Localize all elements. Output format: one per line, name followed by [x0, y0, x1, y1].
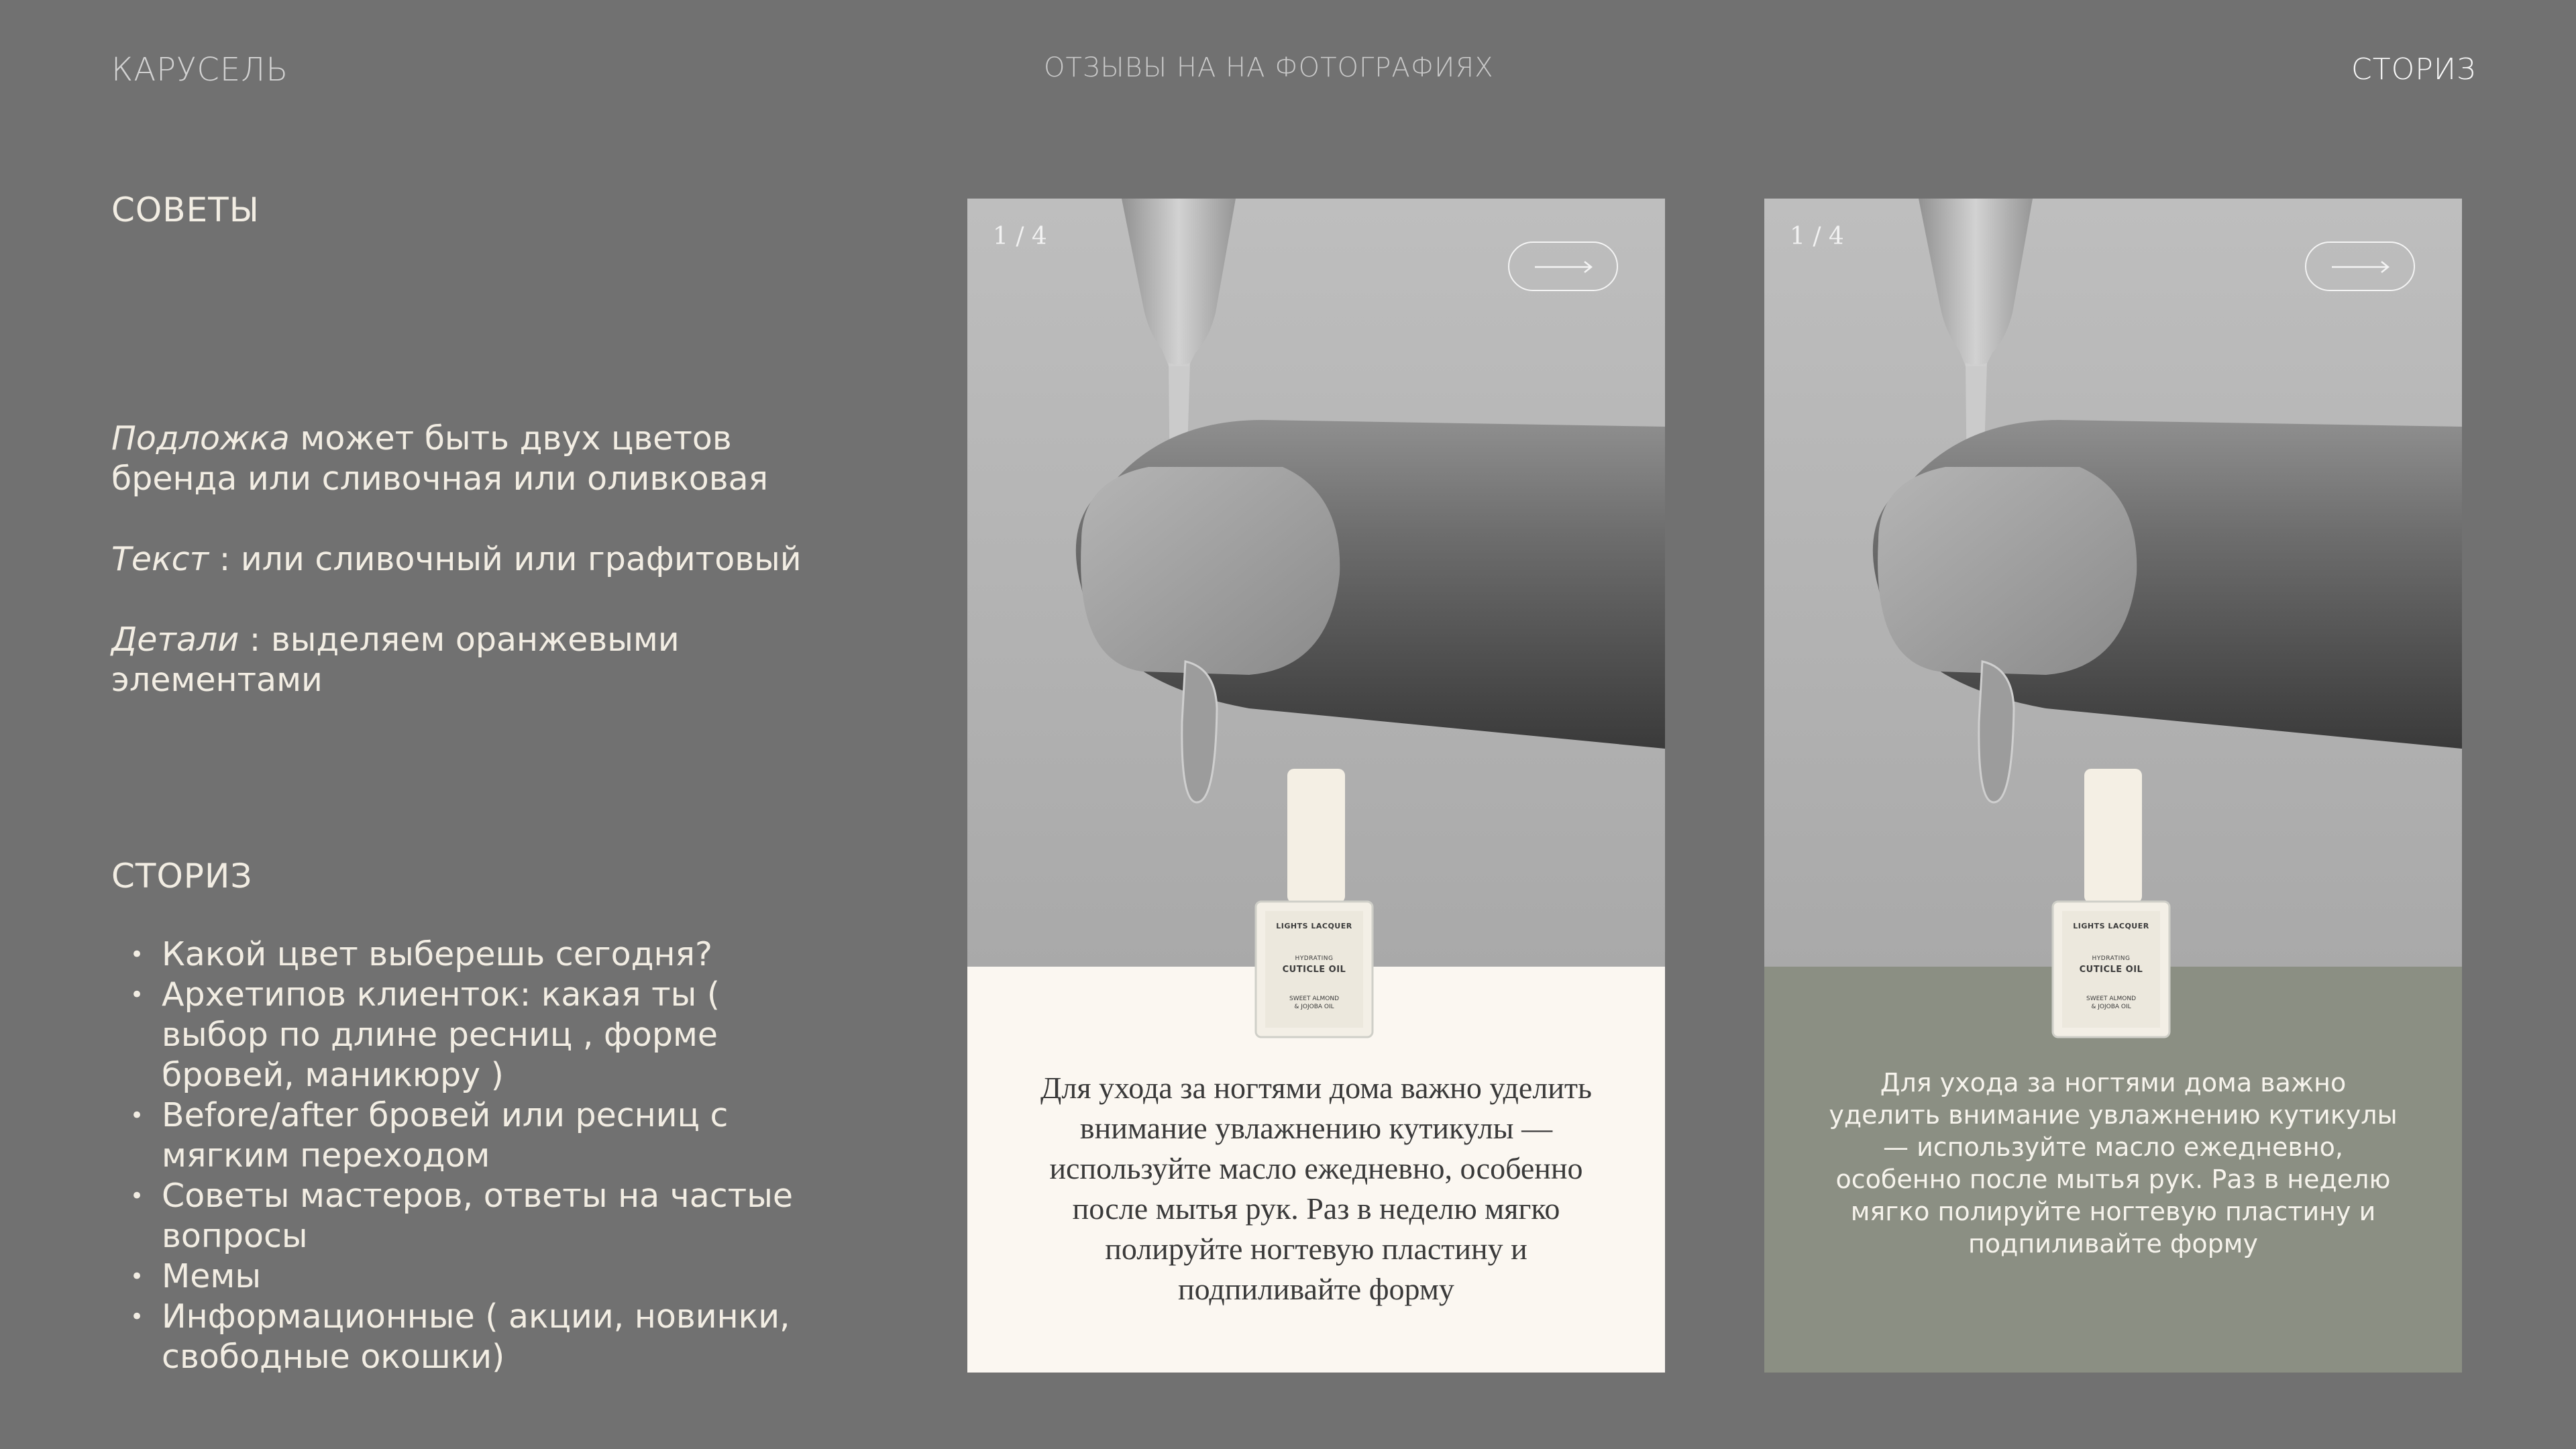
stories-list [111, 934, 836, 1377]
card-caption: Для ухода за ногтями дома важно уделить внимание увлажнению кутикулы — используйте масло ежедневно, особенно после мытья рук. Раз в неделю мягко полируйте ногтевую пластину и подпиливайте форму [1040, 1071, 1592, 1306]
nav-stories[interactable]: СТОРИЗ [2351, 52, 2476, 87]
list-item: • Мемы [111, 1256, 836, 1297]
tip-text [111, 539, 836, 580]
bottle-line-3: SWEET ALMOND [1289, 996, 1340, 1002]
card-caption: Для ухода за ногтями дома важно уделить внимание увлажнению кутикулы — используйте масло ежедневно, особенно после мытья рук. Раз в неделю мягко полируйте ногтевую пластину и подпиливайте форму [1829, 1068, 2398, 1258]
tip-backing-text: может быть двух цветов бренда или сливочная или оливковая [111, 419, 769, 498]
list-item: • Архетипов клиенток: какая ты ( выбор по длине ресниц , форме бровей, маникюру ) [111, 975, 836, 1095]
list-item: • Before/after бровей или ресниц с мягким переходом [111, 1095, 836, 1176]
bottle-line-4: & JOJOBA OIL [1294, 1004, 1334, 1010]
tip-backing [111, 419, 836, 499]
bottle-line-1: HYDRATING [1295, 955, 1334, 962]
bottle-line-4: & JOJOBA OIL [2091, 1004, 2131, 1010]
arrow-right-icon [1535, 260, 1594, 274]
next-slide-button[interactable] [2305, 241, 2415, 291]
list-item: • Советы мастеров, ответы на частые вопросы [111, 1176, 836, 1256]
bottle-brand: LIGHTS LACQUER [2073, 922, 2149, 930]
bottle-line-1: HYDRATING [2092, 955, 2131, 962]
page-indicator: 1 / 4 [993, 223, 1047, 250]
bottle-line-3: SWEET ALMOND [2086, 996, 2137, 1002]
nav-photo-reviews[interactable]: ОТЗЫВЫ НА НА ФОТОГРАФИЯХ [1044, 52, 1494, 83]
tip-details-term: Детали [111, 621, 239, 659]
tip-details [111, 620, 836, 700]
tips-block [111, 419, 836, 741]
list-item: • Какой цвет выберешь сегодня? [111, 934, 836, 975]
page-indicator: 1 / 4 [1790, 223, 1844, 250]
list-item: • Информационные ( акции, новинки, свободные окошки) [111, 1297, 836, 1377]
nav-carousel[interactable]: КАРУСЕЛЬ [111, 51, 289, 89]
tip-details-text: : выделяем оранжевыми элементами [111, 621, 680, 699]
carousel-card-olive [1764, 199, 2462, 1373]
bottle-line-2: CUTICLE OIL [2079, 965, 2143, 975]
arrow-right-icon [2332, 260, 2391, 274]
stories-heading: СТОРИЗ [111, 857, 253, 896]
tip-text-text: : или сливочный или графитовый [209, 540, 802, 578]
tips-heading: СОВЕТЫ [111, 191, 260, 229]
bottle-line-2: CUTICLE OIL [1282, 965, 1346, 975]
carousel-card-cream [967, 199, 1665, 1373]
next-slide-button[interactable] [1508, 241, 1618, 291]
bottle-brand: LIGHTS LACQUER [1276, 922, 1352, 930]
tip-text-term: Текст [111, 540, 209, 578]
tip-backing-term: Подложка [111, 419, 290, 458]
